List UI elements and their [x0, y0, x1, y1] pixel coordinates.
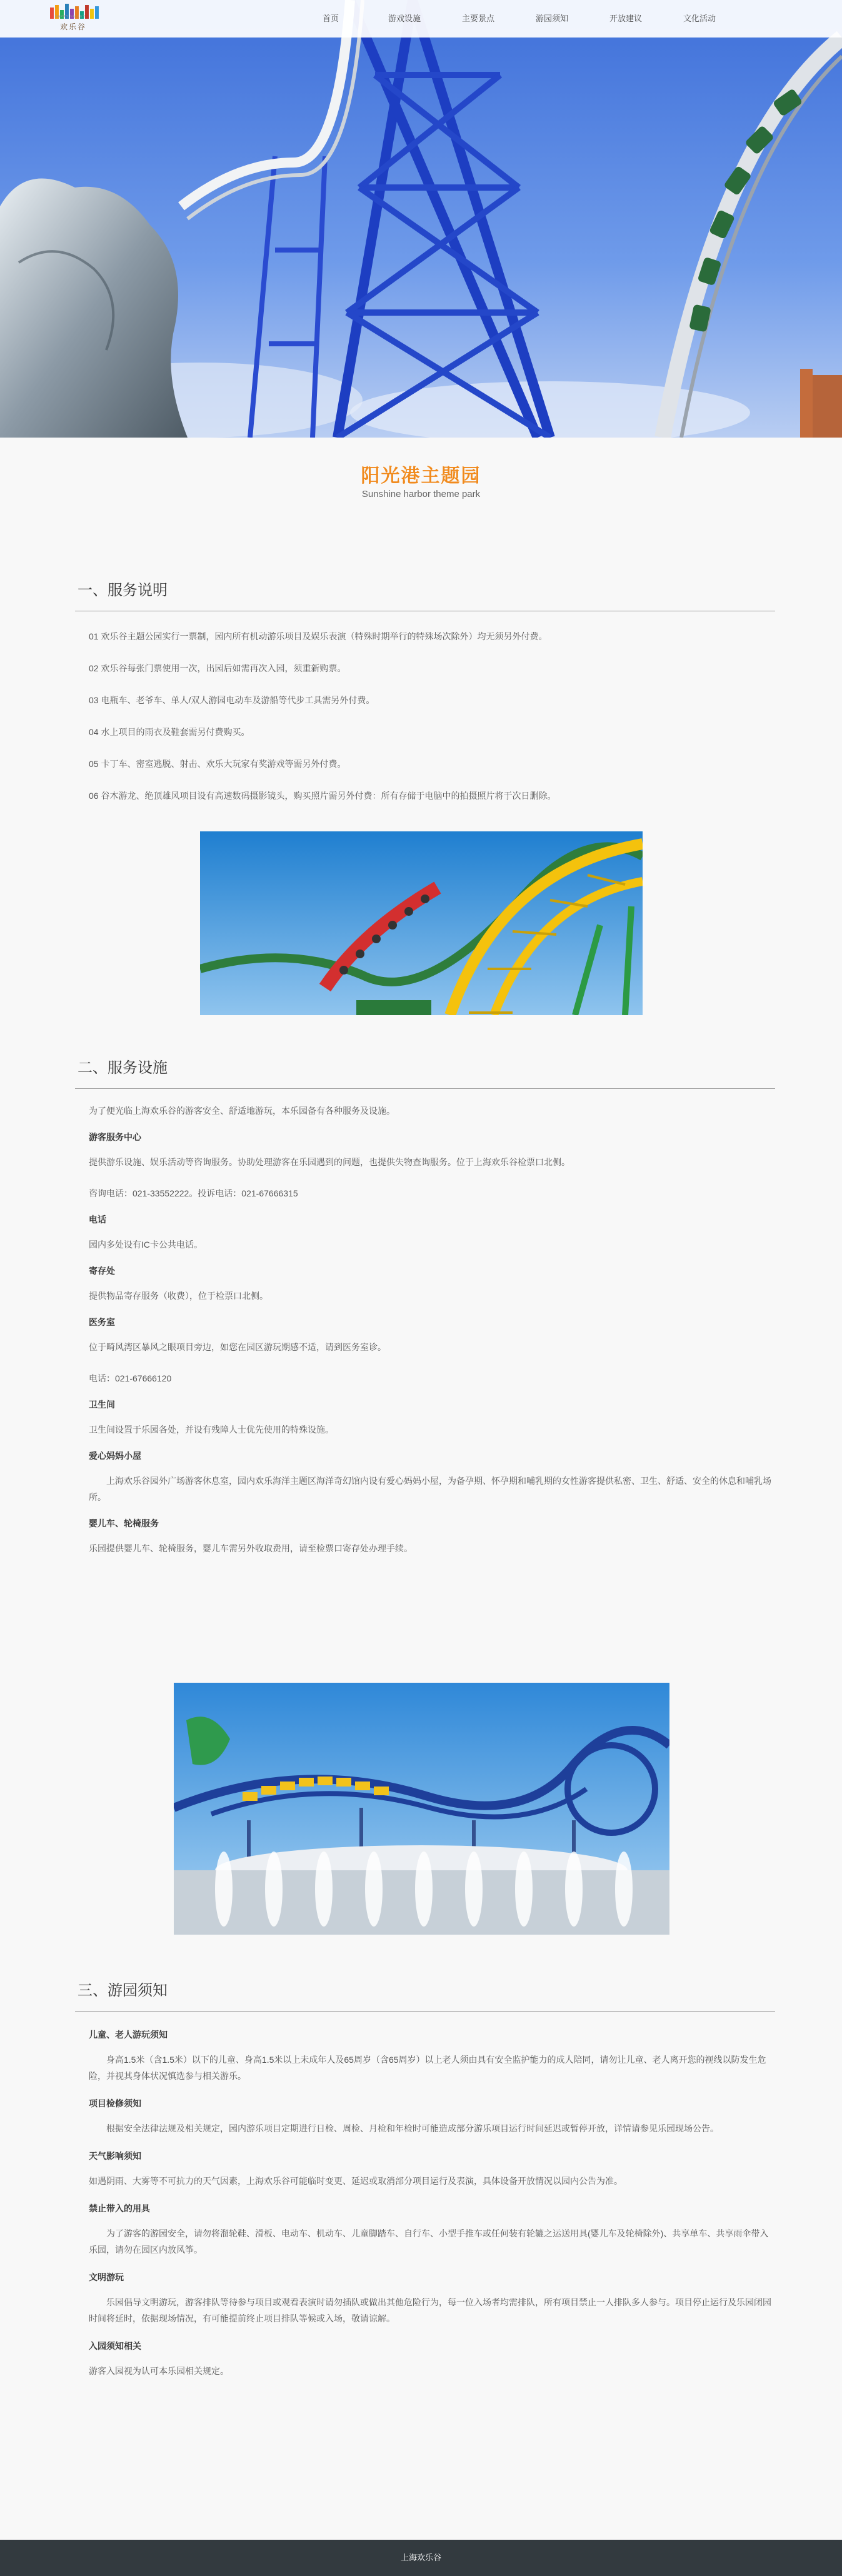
- service-note-item: 01 欢乐谷主题公园实行一票制，园内所有机动游乐项目及娱乐表演（特殊时期举行的特殊场次除外）均无须另外付费。: [89, 631, 548, 641]
- section-facilities: [75, 1055, 775, 1556]
- page-title: 阳光港主题园: [361, 466, 481, 486]
- facility-text: 咨询电话：021-33552222。投诉电话：021-67666315: [89, 1188, 298, 1198]
- facilities-intro: 为了便光临上海欢乐谷的游客安全、舒适地游玩，本乐园备有各种服务及设施。: [89, 1106, 395, 1116]
- notice-heading: 天气影响须知: [89, 2151, 141, 2161]
- nav-item-rides[interactable]: 游戏设施: [388, 14, 421, 23]
- hero-banner-image: [0, 0, 842, 438]
- nav-item-home[interactable]: 首页: [322, 14, 339, 23]
- nav-item-visitor-notice[interactable]: 游园须知: [535, 14, 568, 23]
- facility-heading: 卫生间: [89, 1400, 115, 1410]
- top-navigation: [0, 0, 842, 38]
- service-note-item: 04 水上项目的雨衣及鞋套需另付费购买。: [89, 727, 250, 737]
- notice-text: 如遇阴雨、大雾等不可抗力的天气因素，上海欢乐谷可能临时变更、延迟或取消部分项目运行及表演，具体设备开放情况以园内公告为准。: [89, 2176, 623, 2186]
- nav-item-suggestions[interactable]: 开放建议: [609, 14, 642, 23]
- section-title: 二、服务设施: [75, 1055, 775, 1089]
- facility-heading: 医务室: [89, 1317, 115, 1327]
- service-note-item: 03 电瓶车、老爷车、单人/双人游园电动车及游船等代步工具需另外付费。: [89, 695, 375, 705]
- facility-text: 提供游乐设施、娱乐活动等咨询服务。协助处理游客在乐园遇到的问题，也提供失物查询服务。位于上海欢乐谷检票口北侧。: [89, 1157, 570, 1167]
- section-visitor-notice: [75, 1978, 775, 2379]
- notice-text: 游客入园视为认可本乐园相关规定。: [89, 2366, 229, 2376]
- nav-item-attractions[interactable]: 主要景点: [461, 14, 494, 23]
- logo-text: 欢乐谷: [60, 23, 87, 31]
- facility-heading: 游客服务中心: [89, 1132, 141, 1142]
- notice-heading: 儿童、老人游玩须知: [89, 2030, 168, 2040]
- roller-coaster-photo: [200, 831, 643, 1015]
- facility-text: 电话：021-67666120: [89, 1373, 172, 1383]
- service-note-item: 05 卡丁车、密室逃脱、射击、欢乐大玩家有奖游戏等需另外付费。: [89, 759, 346, 769]
- coaster-fountain-photo: [174, 1683, 669, 1935]
- page-subtitle: Sunshine harbor theme park: [361, 489, 481, 499]
- logo-subtext: HAPPY VALLEY: [55, 15, 86, 19]
- facility-text: 提供物品寄存服务（收费），位于检票口北侧。: [89, 1291, 268, 1301]
- service-note-item: 06 谷木游龙、绝顶雄风项目设有高速数码摄影镜头，购买照片需另外付费：所有存储于电脑中的拍摄照片将于次日删除。: [89, 791, 556, 801]
- facility-text: 上海欢乐谷园外广场游客休息室，园内欢乐海洋主题区海洋奇幻馆内设有爱心妈妈小屋，为备孕期、怀孕期和哺乳期的女性游客提供私密、卫生、舒适、安全的休息和哺乳场所。: [89, 1476, 771, 1502]
- notice-text: 身高1.5米（含1.5米）以下的儿童、身高1.5米以上未成年人及65周岁（含65周岁）以上老人须由具有安全监护能力的成人陪同，请勿让儿童、老人离开您的视线以防发生危险，并视其身体状况慎选参与相关游乐。: [89, 2055, 766, 2081]
- notice-heading: 项目检修须知: [89, 2098, 141, 2108]
- facility-heading: 寄存处: [89, 1266, 115, 1276]
- nav-menu: [294, 0, 736, 38]
- footer-text: 上海欢乐谷: [400, 2553, 441, 2562]
- facility-text: 位于畸风湾区暴风之眼项目旁边，如您在园区游玩期感不适，请到医务室诊。: [89, 1342, 386, 1352]
- facility-text: 卫生间设置于乐园各处，并设有残障人士优先使用的特殊设施。: [89, 1425, 334, 1435]
- notice-heading: 禁止带入的用具: [89, 2203, 150, 2213]
- facility-text: 园内多处设有IC卡公共电话。: [89, 1240, 203, 1250]
- notice-heading: 入园须知相关: [89, 2341, 141, 2351]
- facility-text: 乐园提供婴儿车、轮椅服务，婴儿车需另外收取费用，请至检票口寄存处办理手续。: [89, 1543, 413, 1553]
- notice-text: 乐园倡导文明游玩，游客排队等待参与项目或观看表演时请勿插队或做出其他危险行为，每一位入场者均需排队，所有项目禁止一人排队多人参与。项目停止运行及乐园闭园时间将延时，依据现场情况，有可能提前终止项目排队等候或入场，敬请谅解。: [89, 2297, 771, 2323]
- footer: [0, 2540, 842, 2576]
- facility-heading: 婴儿车、轮椅服务: [89, 1518, 159, 1528]
- nav-item-culture-events[interactable]: 文化活动: [683, 14, 716, 23]
- section-title: 三、游园须知: [75, 1978, 775, 2012]
- notice-text: 为了游客的游园安全，请勿将溜轮鞋、滑板、电动车、机动车、儿童脚踏车、自行车、小型手推车或任何装有轮辘之运送用具(婴儿车及轮椅除外)、共享单车、共享雨伞带入乐园，请勿在园区内放风筝。: [89, 2228, 769, 2255]
- section-title: 一、服务说明: [75, 578, 775, 611]
- facility-heading: 电话: [89, 1215, 106, 1225]
- notice-heading: 文明游玩: [89, 2272, 124, 2282]
- service-note-item: 02 欢乐谷每张门票使用一次，出园后如需再次入园，须重新购票。: [89, 663, 346, 673]
- section-service-notes: [75, 578, 775, 803]
- notice-text: 根据安全法律法规及相关规定，园内游乐项目定期进行日检、周检、月检和年检时可能造成部分游乐项目运行时间延迟或暂停开放，详情请参见乐园现场公告。: [106, 2123, 719, 2133]
- facility-heading: 爱心妈妈小屋: [89, 1451, 141, 1461]
